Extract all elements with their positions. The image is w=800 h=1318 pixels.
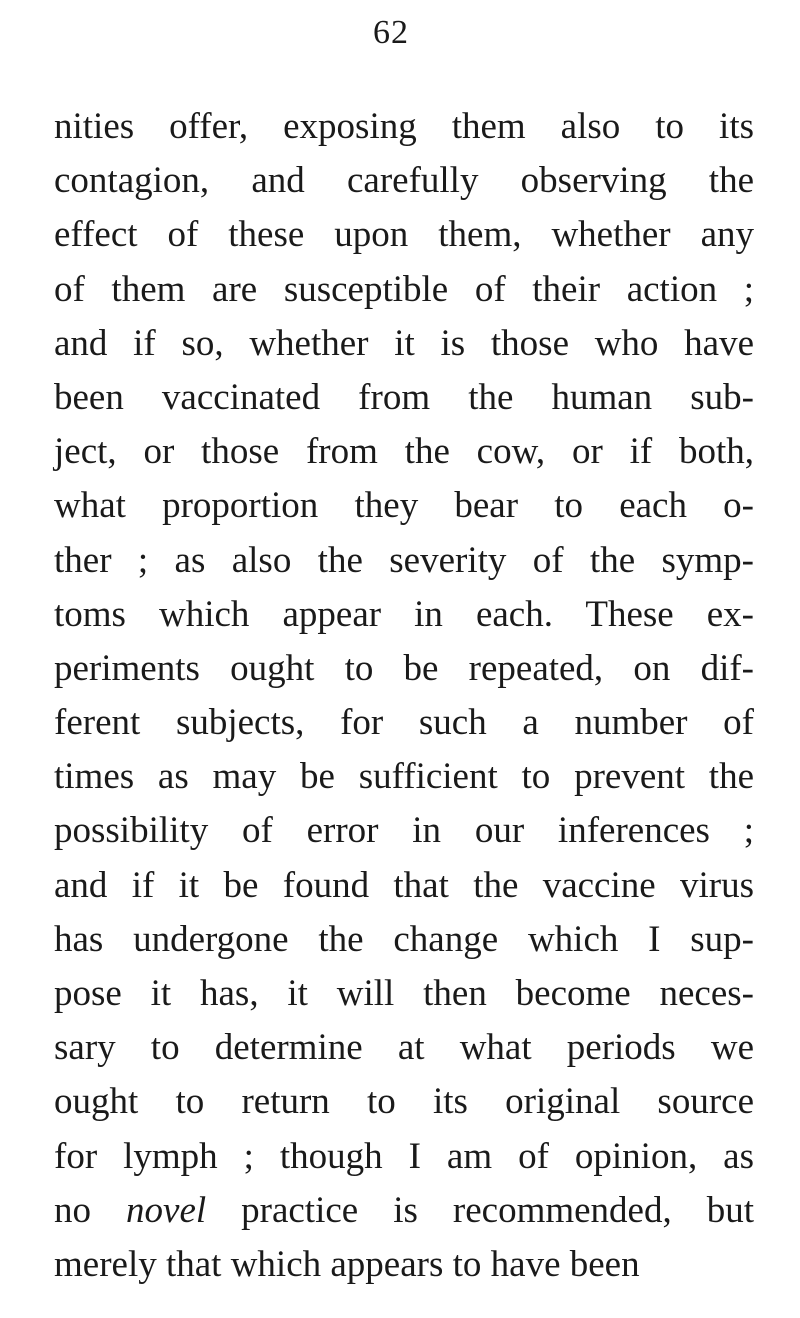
text-line: periments ought to be repeated, on dif- bbox=[54, 647, 754, 689]
text-line: has undergone the change which I sup- bbox=[54, 918, 754, 960]
text-line: of them are susceptible of their action ; bbox=[54, 268, 754, 310]
text-segment: practice is recommended, but bbox=[206, 1189, 755, 1231]
body-text bbox=[54, 100, 754, 1292]
text-segment: no bbox=[54, 1189, 127, 1231]
text-line-with-italic bbox=[54, 1184, 754, 1238]
text-line: and if so, whether it is those who have bbox=[54, 322, 754, 364]
text-line: and if it be found that the vaccine virus bbox=[54, 864, 754, 906]
text-line: for lymph ; though I am of opinion, as bbox=[54, 1135, 754, 1177]
page-number: 62 bbox=[373, 14, 409, 51]
text-line: ject, or those from the cow, or if both, bbox=[54, 431, 754, 473]
text-line: contagion, and carefully observing the bbox=[54, 160, 754, 202]
text-line: merely that which appears to have been bbox=[54, 1243, 640, 1285]
text-line: sary to determine at what periods we bbox=[54, 1027, 754, 1069]
text-line: times as may be sufficient to prevent the bbox=[54, 756, 754, 798]
text-line: what proportion they bear to each o- bbox=[54, 485, 754, 527]
text-line: nities offer, exposing them also to its bbox=[54, 106, 754, 147]
text-line: effect of these upon them, whether any bbox=[54, 214, 754, 256]
text-line: ought to return to its original source bbox=[54, 1081, 754, 1123]
italic-word: novel bbox=[126, 1189, 207, 1231]
text-line: toms which appear in each. These ex- bbox=[54, 593, 754, 635]
text-line: been vaccinated from the human sub- bbox=[54, 376, 754, 418]
text-line: ferent subjects, for such a number of bbox=[54, 702, 754, 744]
text-line: possibility of error in our inferences ; bbox=[54, 810, 754, 852]
text-line: pose it has, it will then become neces- bbox=[54, 973, 754, 1014]
text-line: ther ; as also the severity of the symp- bbox=[54, 539, 754, 581]
